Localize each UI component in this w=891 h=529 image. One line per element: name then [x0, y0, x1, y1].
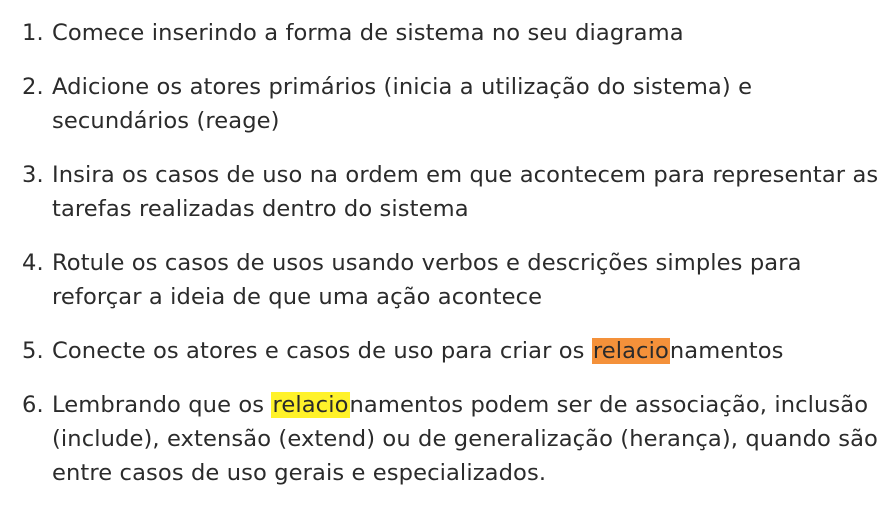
- item-text: Rotule os casos de usos usando verbos e descrições simples para reforçar a ideia de que uma ação acontece: [52, 250, 802, 310]
- item-text-before: Conecte os atores e casos de uso para criar os: [52, 338, 592, 364]
- list-item-2: [22, 70, 882, 138]
- list-item-1: [22, 16, 882, 50]
- item-number: 2.: [22, 74, 44, 100]
- item-number: 4.: [22, 250, 44, 276]
- item-text-before: Lembrando que os: [52, 392, 272, 418]
- list-item-4: [22, 246, 882, 314]
- item-text-after: namentos podem ser de associação, inclusão (include), extensão (extend) ou de generalização (herança), quando são entre casos de uso gerais e especializados.: [52, 392, 878, 486]
- search-highlight-current: relacio: [592, 338, 669, 364]
- item-number: 6.: [22, 392, 44, 418]
- item-text-after: namentos: [669, 338, 784, 364]
- item-text: Comece inserindo a forma de sistema no seu diagrama: [52, 20, 684, 46]
- item-text: Insira os casos de uso na ordem em que acontecem para representar as tarefas realizadas dentro do sistema: [52, 162, 879, 222]
- item-number: 3.: [22, 162, 44, 188]
- list-item-5: [22, 334, 882, 368]
- item-number: 5.: [22, 338, 44, 364]
- list-item-6: [22, 388, 882, 490]
- item-number: 1.: [22, 20, 44, 46]
- item-text: Adicione os atores primários (inicia a utilização do sistema) e secundários (reage): [52, 74, 753, 134]
- list-item-3: [22, 158, 882, 226]
- search-highlight-match: relacio: [272, 392, 349, 418]
- instruction-list: [22, 16, 882, 510]
